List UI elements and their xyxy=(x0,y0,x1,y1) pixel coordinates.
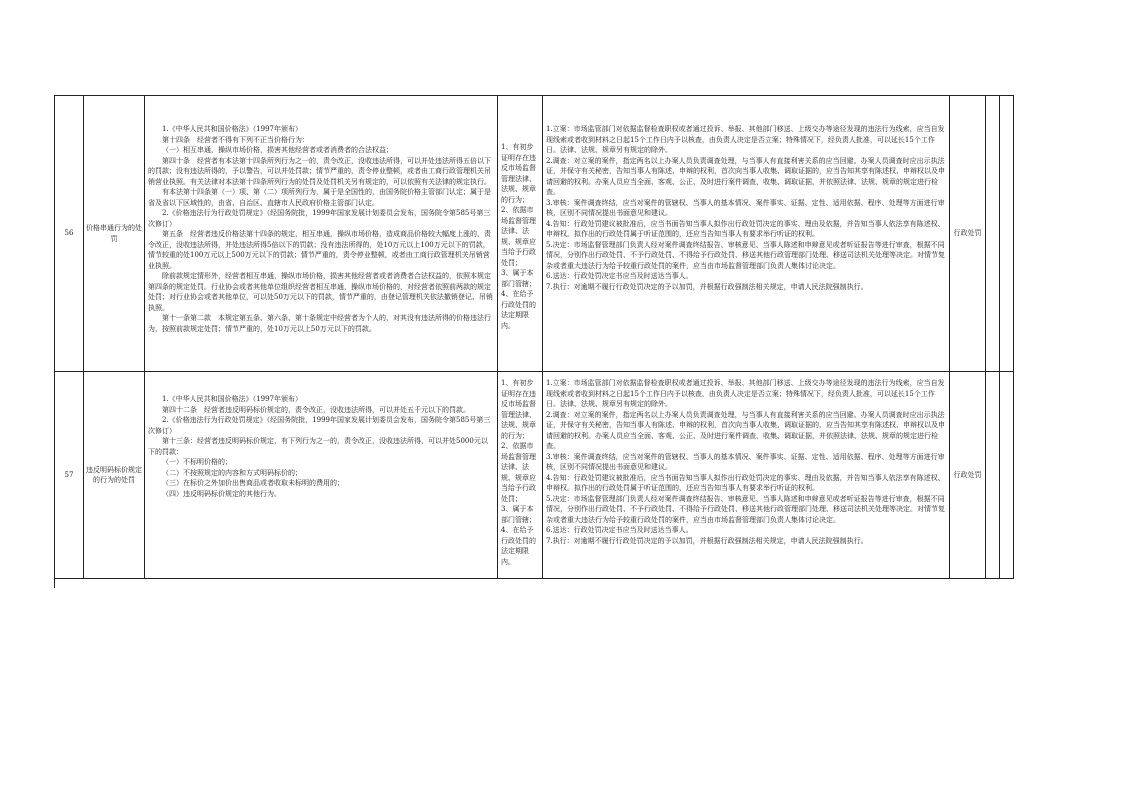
table-border-tick xyxy=(54,578,56,588)
procedure-cell xyxy=(543,372,950,579)
empty-cell xyxy=(1000,96,1014,372)
condition-line: 2、依据市场监督管理法律、法规、规章应当给予行政处罚； xyxy=(501,442,536,503)
penalty-type: 行政处罚 xyxy=(950,372,986,579)
basis-line: 除前款规定情形外，经营者相互串通，操纵市场价格，损害其他经营者或者消费者合法权益的，依照本规定第四条的规定处罚。行业协会或者其他单位组织经营者相互串通，操纵市场价格的，对经营者依照前两款的规定处罚；对行业协会或者其他单位，可以处50万元以下的罚款，情节严重的，由登记管理机关依法撤销登记、吊销执照。 xyxy=(148,272,493,312)
conditions-cell xyxy=(498,96,543,372)
procedure-line: 6.送达：行政处罚决定书应当及时送达当事人。 xyxy=(546,526,693,534)
conditions xyxy=(498,96,542,333)
legal-basis-cell xyxy=(145,96,498,372)
procedure-line: 2.调查：对立案的案件，指定两名以上办案人员负责调查处理，与当事人有直接利害关系的应当回避。办案人员调查时应出示执法证，并保守有关秘密，告知当事人有陈述、申辩的权利，首次向当事人收集、调取证据的，应当告知其享有陈述权、申辩权以及申请回避的权利。办案人员应当全面、客观、公正、及时进行案件调查，收集、调取证据，并依照法律、法规、规章的规定进行检查。 xyxy=(546,156,945,196)
table-row xyxy=(55,96,1014,372)
empty-cell xyxy=(986,372,1000,579)
legal-basis xyxy=(145,96,497,336)
conditions-cell xyxy=(498,372,543,579)
procedure-cell xyxy=(543,96,950,372)
condition-line: 1、有初步证明存在违反市场监督管理法律、法规、规章的行为； xyxy=(501,379,536,440)
procedure-line: 6.送达：行政处罚决定书应当及时送达当事人。 xyxy=(546,272,693,280)
penalty-type: 行政处罚 xyxy=(950,96,986,372)
procedure-line: 1.立案：市场监管部门对依据监督检查职权或者通过投诉、举报、其他部门移送、上级交办等途径发现的违法行为线索，应当自发现线索或者收到材料之日起15个工作日内予以核查，由负责人决定是否立案；特殊情况下，经负责人批准，可以延长15个工作日。法律、法规、规章另有规定的除外。 xyxy=(546,379,945,408)
procedure-line: 5.决定：市场监督管理部门负责人经对案件调查终结报告、审核意见、当事人陈述和申辩意见或者听证报告等进行审查，根据不同情况，分别作出行政处罚、不予行政处罚、不得给予行政处罚、移送其他行政管理部门处理、移送司法机关处理等决定。对情节复杂或者重大违法行为给予较重行政处罚的案件，应当由市场监督管理部门负责人集体讨论决定。 xyxy=(546,240,945,270)
empty-cell xyxy=(1000,372,1014,579)
condition-line: 2、依据市场监督管理法律、法规、规章应当给予行政处罚； xyxy=(501,206,536,267)
procedure xyxy=(543,96,949,294)
row-number: 56 xyxy=(55,96,84,372)
conditions xyxy=(498,372,542,569)
procedure-line: 5.决定：市场监督管理部门负责人经对案件调查终结报告、审核意见、当事人陈述和申辩意见或者听证报告等进行审查，根据不同情况，分别作出行政处罚、不予行政处罚、不得给予行政处罚、移送其他行政管理部门处理、移送司法机关处理等决定。对情节复杂或者重大违法行为给予较重行政处罚的案件，应当由市场监督管理部门负责人集体讨论决定。 xyxy=(546,494,945,524)
basis-line: （一）相互串通，操纵市场价格，损害其他经营者或者消费者的合法权益； xyxy=(162,146,393,154)
empty-cell xyxy=(986,96,1000,372)
basis-line: 第十一条第二款 本规定第五条、第六条、第十条规定中经营者为个人的，对其没有违法所得的价格违法行为，按照前款规定处罚；情节严重的，处10万元以上50万元以下的罚款。 xyxy=(148,314,491,333)
basis-line: 2.《价格违法行为行政处罚规定》（经国务院批，1999年国家发展计划委员会发布，国务院令第585号第三次修订） xyxy=(148,209,491,228)
legal-basis xyxy=(145,372,497,501)
procedure-line: 1.立案：市场监管部门对依据监督检查职权或者通过投诉、举报、其他部门移送、上级交办等途径发现的违法行为线索，应当自发现线索或者收到材料之日起15个工作日内予以核查，由负责人决定是否立案；特殊情况下，经负责人批准，可以延长15个工作日。法律、法规、规章另有规定的除外。 xyxy=(546,125,945,154)
basis-line: （二）不按照规定的内容和方式明码标价的； xyxy=(162,468,302,477)
condition-line: 3、属于本部门管辖； xyxy=(501,269,536,288)
basis-line: 有本法第十四条第（一）项、第（二）项所列行为，属于是全国性的，由国务院价格主管部门认定；属于是省及省以下区域性的，由省、自治区、直辖市人民政府价格主管部门认定。 xyxy=(148,188,491,207)
penalty-table xyxy=(54,95,1014,579)
row-number: 57 xyxy=(55,372,84,579)
item-name: 违反明码标价规定的行为的处罚 xyxy=(84,372,145,579)
legal-basis-cell xyxy=(145,372,498,579)
basis-line: 第四十二条 经营者违反明码标价规定的，责令改正，没收违法所得，可以并处五千元以下的罚款。 xyxy=(162,405,470,414)
procedure xyxy=(543,372,949,548)
procedure-line: 4.告知：行政处罚建议被批准后，应当书面告知当事人拟作出行政处罚决定的事实、理由及依据，并告知当事人依法享有陈述权、申辩权。拟作出的行政处罚属于听证范围的，还应当告知当事人有要求举行听证的权利。 xyxy=(546,473,945,492)
basis-line: 第五条 经营者违反价格法第十四条的规定，相互串通，操纵市场价格，造成商品价格较大幅度上涨的，责令改正，没收违法所得，并处违法所得5倍以下的罚款；没有违法所得的，处10万元以上100万元以下的罚款，情节较重的处100万元以上500万元以下的罚款；情节严重的，责令停业整顿，或者由工商行政管理机关吊销营业执照。 xyxy=(148,230,491,270)
basis-line: （四）违反明码标价规定的其他行为。 xyxy=(162,489,281,498)
item-name: 价格串通行为的处罚 xyxy=(84,96,145,372)
table-row xyxy=(55,372,1014,579)
procedure-line: 7.执行：对逾期不履行行政处罚决定的予以加罚，并根据行政强制法相关规定，申请人民法院强制执行。 xyxy=(546,536,868,545)
basis-line: （三）在标价之外加价出售商品或者收取未标明的费用的； xyxy=(162,479,344,487)
basis-line: 第十三条：经营者违反明码标价规定，有下列行为之一的，责令改正，没收违法所得，可以并处5000元以下的罚款： xyxy=(148,437,488,456)
basis-line: 2.《价格违法行为行政处罚规定》（经国务院批，1999年国家发展计划委员会发布，国务院令第585号第三次修订） xyxy=(148,416,491,435)
condition-line: 1、有初步证明存在违反市场监督管理法律、法规、规章的行为； xyxy=(501,143,536,204)
procedure-line: 2.调查：对立案的案件，指定两名以上办案人员负责调查处理，与当事人有直接利害关系的应当回避。办案人员调查时应出示执法证，并保守有关秘密，告知当事人有陈述、申辩的权利，首次向当事人收集、调取证据的，应当告知其享有陈述权、申辩权以及申请回避的权利。办案人员应当全面、客观、公正、及时进行案件调查，收集、调取证据，并依照法律、法规、规章的规定进行检查。 xyxy=(546,410,945,450)
basis-line: 第四十条 经营者有本法第十四条所列行为之一的，责令改正，没收违法所得，可以并处违法所得五倍以下的罚款；没有违法所得的，予以警告，可以并处罚款；情节严重的，责令停业整顿，或者由工商行政管理机关吊销营业执照。有关法律对本法第十四条所列行为的处罚及处罚机关另有规定的，可以依照有关法律的规定执行。 xyxy=(148,156,491,186)
condition-line: 3、属于本部门管辖； xyxy=(501,505,536,524)
condition-line: 4、在给予行政处罚的法定期限内。 xyxy=(501,290,536,330)
basis-line: （一）不标明价格的； xyxy=(162,458,232,466)
condition-line: 4、在给予行政处罚的法定期限内。 xyxy=(501,526,536,566)
basis-line: 1.《中华人民共和国价格法》（1997年颁布） xyxy=(162,395,302,403)
procedure-line: 3.审核：案件调查终结，应当对案件的管辖权、当事人的基本情况、案件事实、证据、定性、适用依据、程序、处理等方面进行审核，区别不同情况提出书面意见和建议。 xyxy=(546,198,945,217)
procedure-line: 4.告知：行政处罚建议被批准后，应当书面告知当事人拟作出行政处罚决定的事实、理由及依据，并告知当事人依法享有陈述权、申辩权。拟作出的行政处罚属于听证范围的，还应当告知当事人有要求举行听证的权利。 xyxy=(546,219,945,238)
basis-line: 1.《中华人民共和国价格法》（1997年颁布） xyxy=(162,125,302,133)
procedure-line: 3.审核：案件调查终结，应当对案件的管辖权、当事人的基本情况、案件事实、证据、定性、适用依据、程序、处理等方面进行审核，区别不同情况提出书面意见和建议。 xyxy=(546,452,945,471)
procedure-line: 7.执行：对逾期不履行行政处罚决定的予以加罚，并根据行政强制法相关规定，申请人民法院强制执行。 xyxy=(546,282,868,291)
basis-line: 第十四条 经营者不得有下列不正当价格行为： xyxy=(162,135,309,144)
